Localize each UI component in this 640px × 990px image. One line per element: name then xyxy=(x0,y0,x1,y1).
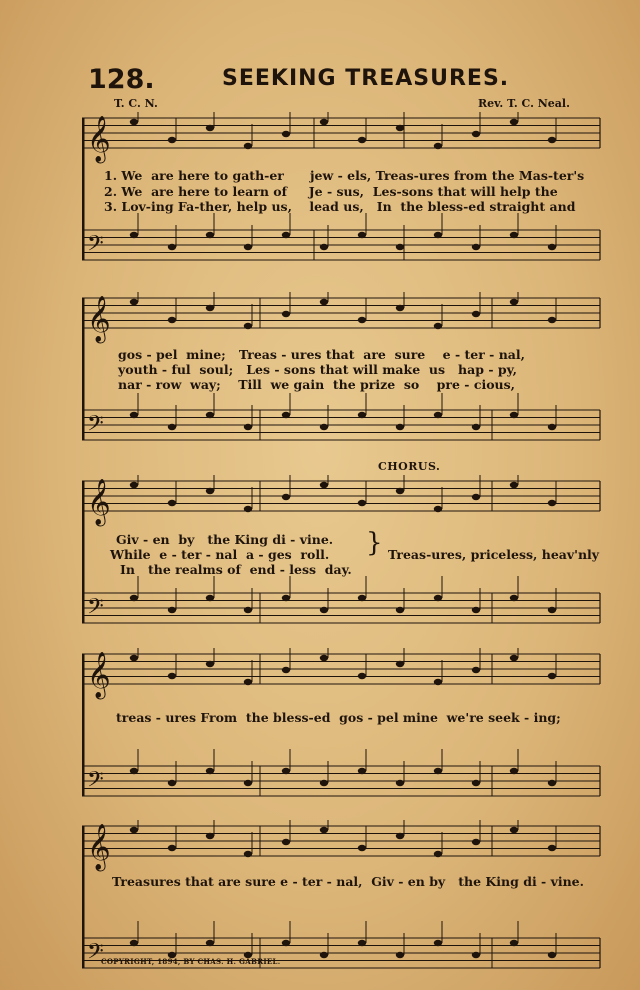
note-head xyxy=(358,412,366,418)
note-head xyxy=(548,780,556,786)
note-head xyxy=(130,299,138,305)
hymn-title: SEEKING TREASURES. xyxy=(222,66,510,91)
treble-clef-icon: 𝄞 xyxy=(87,824,111,870)
note-head xyxy=(510,655,518,661)
note-head xyxy=(168,845,176,851)
note-head xyxy=(130,827,138,833)
verse-1-line-2: gos - pel mine; Treas - ures that are sure e - ter - nal, xyxy=(118,347,526,362)
note-head xyxy=(282,667,290,673)
note-head xyxy=(358,673,366,679)
note-head xyxy=(396,488,404,494)
treble-clef-icon: 𝄞 xyxy=(87,296,111,342)
bass-clef-icon: 𝄢 xyxy=(87,411,104,442)
note-head xyxy=(358,137,366,143)
note-head xyxy=(206,305,214,311)
note-head xyxy=(320,119,328,125)
bass-clef-icon: 𝄢 xyxy=(87,767,104,798)
note-head xyxy=(472,667,480,673)
note-head xyxy=(358,940,366,946)
note-head xyxy=(244,143,252,149)
note-head xyxy=(396,833,404,839)
note-head xyxy=(244,679,252,685)
note-head xyxy=(168,424,176,430)
note-head xyxy=(320,299,328,305)
note-head xyxy=(206,661,214,667)
note-head xyxy=(244,607,252,613)
note-head xyxy=(320,482,328,488)
note-head xyxy=(510,827,518,833)
note-head xyxy=(282,595,290,601)
note-head xyxy=(358,232,366,238)
note-head xyxy=(548,952,556,958)
note-head xyxy=(548,424,556,430)
note-head xyxy=(206,940,214,946)
note-head xyxy=(472,607,480,613)
note-head xyxy=(244,780,252,786)
note-head xyxy=(206,125,214,131)
note-head xyxy=(510,412,518,418)
note-head xyxy=(168,137,176,143)
note-head xyxy=(510,299,518,305)
note-head xyxy=(472,131,480,137)
note-head xyxy=(206,232,214,238)
note-head xyxy=(168,500,176,506)
note-head xyxy=(206,768,214,774)
note-head xyxy=(358,595,366,601)
note-head xyxy=(206,595,214,601)
note-head xyxy=(510,768,518,774)
note-head xyxy=(358,845,366,851)
note-head xyxy=(244,424,252,430)
note-head xyxy=(168,244,176,250)
note-head xyxy=(434,940,442,946)
note-head xyxy=(130,595,138,601)
note-head xyxy=(472,780,480,786)
note-head xyxy=(206,488,214,494)
note-head xyxy=(510,595,518,601)
note-head xyxy=(130,655,138,661)
note-head xyxy=(434,143,442,149)
bass-clef-icon: 𝄢 xyxy=(87,231,104,262)
note-head xyxy=(130,768,138,774)
bass-clef-icon: 𝄢 xyxy=(87,594,104,625)
music-staff-lines xyxy=(82,820,604,980)
note-head xyxy=(320,607,328,613)
verse-3-line-1: 3. Lov-ing Fa-ther, help us, lead us, In the bless-ed straight and xyxy=(104,199,576,214)
note-head xyxy=(244,851,252,857)
note-head xyxy=(472,311,480,317)
note-head xyxy=(472,244,480,250)
note-head xyxy=(282,412,290,418)
note-head xyxy=(130,482,138,488)
note-head xyxy=(358,768,366,774)
note-head xyxy=(358,317,366,323)
note-head xyxy=(282,131,290,137)
treble-clef-icon: 𝄞 xyxy=(87,652,111,698)
note-head xyxy=(472,839,480,845)
treble-clef-icon: 𝄞 xyxy=(87,116,111,162)
note-head xyxy=(510,482,518,488)
note-head xyxy=(548,845,556,851)
note-head xyxy=(472,494,480,500)
verse-brace: } xyxy=(366,528,383,558)
verse-1-line-1: 1. We are here to gath-er jew - els, Treas-ures from the Mas-ter's xyxy=(104,168,585,183)
chorus-lyric-1: Treas-ures, priceless, heav'nly xyxy=(388,547,600,562)
note-head xyxy=(282,232,290,238)
note-head xyxy=(510,940,518,946)
note-head xyxy=(244,244,252,250)
note-head xyxy=(320,424,328,430)
treble-clef-icon: 𝄞 xyxy=(87,479,111,525)
verse-1-line-3: Giv - en by the King di - vine. xyxy=(116,532,334,547)
note-head xyxy=(320,780,328,786)
note-head xyxy=(434,851,442,857)
note-head xyxy=(282,311,290,317)
note-head xyxy=(434,595,442,601)
chorus-label: CHORUS. xyxy=(378,460,441,473)
chorus-lyric-3: Treasures that are sure e - ter - nal, Giv - en by the King di - vine. xyxy=(112,874,584,889)
note-head xyxy=(244,506,252,512)
note-head xyxy=(206,412,214,418)
hymn-number: 128. xyxy=(88,64,155,95)
note-head xyxy=(130,940,138,946)
note-head xyxy=(130,119,138,125)
note-head xyxy=(320,655,328,661)
note-head xyxy=(434,412,442,418)
note-head xyxy=(510,232,518,238)
note-head xyxy=(358,500,366,506)
note-head xyxy=(472,952,480,958)
note-head xyxy=(396,780,404,786)
note-head xyxy=(244,323,252,329)
note-head xyxy=(168,780,176,786)
note-head xyxy=(282,839,290,845)
note-head xyxy=(472,424,480,430)
note-head xyxy=(396,952,404,958)
music-staff-lines xyxy=(82,648,604,808)
verse-2-line-2: youth - ful soul; Les - sons that will make us hap - py, xyxy=(118,362,518,377)
verse-3-line-3: In the realms of end - less day. xyxy=(120,562,352,577)
note-head xyxy=(548,244,556,250)
note-head xyxy=(510,119,518,125)
note-head xyxy=(434,506,442,512)
bass-clef-icon: 𝄢 xyxy=(87,939,104,970)
note-head xyxy=(548,137,556,143)
note-head xyxy=(548,317,556,323)
note-head xyxy=(282,940,290,946)
note-head xyxy=(320,952,328,958)
music-credit: T. C. N. xyxy=(114,97,158,110)
note-head xyxy=(130,232,138,238)
verse-2-line-1: 2. We are here to learn of Je - sus, Les-sons that will help the xyxy=(104,184,558,199)
note-head xyxy=(282,768,290,774)
note-head xyxy=(396,125,404,131)
note-head xyxy=(548,673,556,679)
note-head xyxy=(396,607,404,613)
note-head xyxy=(434,232,442,238)
note-head xyxy=(320,244,328,250)
words-credit: Rev. T. C. Neal. xyxy=(478,97,570,110)
note-head xyxy=(320,827,328,833)
note-head xyxy=(396,244,404,250)
note-head xyxy=(282,494,290,500)
note-head xyxy=(168,607,176,613)
note-head xyxy=(434,323,442,329)
chorus-lyric-2: treas - ures From the bless-ed gos - pel mine we're seek - ing; xyxy=(116,710,561,725)
verse-2-line-3: While e - ter - nal a - ges roll. xyxy=(110,547,330,562)
note-head xyxy=(548,500,556,506)
copyright-notice: COPYRIGHT, 1894, BY CHAS. H. GABRIEL. xyxy=(101,957,281,966)
note-head xyxy=(434,679,442,685)
note-head xyxy=(548,607,556,613)
note-head xyxy=(168,317,176,323)
verse-3-line-2: nar - row way; Till we gain the prize so pre - cious, xyxy=(118,377,516,392)
note-head xyxy=(396,661,404,667)
note-head xyxy=(396,424,404,430)
note-head xyxy=(130,412,138,418)
note-head xyxy=(434,768,442,774)
note-head xyxy=(396,305,404,311)
note-head xyxy=(206,833,214,839)
note-head xyxy=(168,673,176,679)
